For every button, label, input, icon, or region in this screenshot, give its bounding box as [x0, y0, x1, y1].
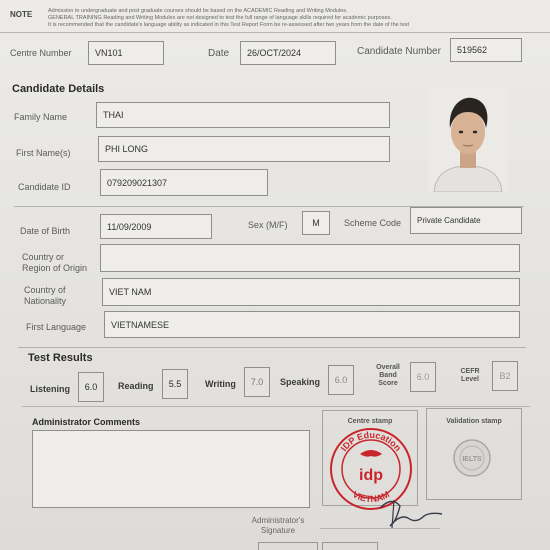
first-names-field: PHI LONG	[98, 136, 390, 162]
scheme-code-field: Private Candidate	[410, 207, 522, 234]
nationality-field: VIET NAM	[102, 278, 520, 306]
sex-label: Sex (M/F)	[248, 220, 288, 230]
validation-seal-text: IELTS	[462, 456, 482, 463]
cefr-level-score: B2	[492, 361, 518, 391]
note-line-3: It is recommended that the candidate's language ability as indicated in this Test Report Form be re-assessed after two years from the date of the test	[48, 22, 410, 28]
bottom-field	[258, 542, 318, 550]
family-name-label: Family Name	[14, 112, 68, 122]
candidate-photo	[428, 88, 508, 192]
note-line-2: GENERAL TRAINING Reading and Writing Modules are not designed to test the full range of language skills required for academic purposes.	[48, 15, 392, 21]
validation-seal	[450, 436, 494, 480]
writing-label: Writing	[205, 379, 236, 389]
divider	[18, 347, 526, 348]
cefr-level-label	[452, 368, 488, 384]
candidate-number-field: 519562	[450, 38, 522, 62]
overall-label-line-3: Score	[378, 380, 398, 387]
nationality-label-line-2: Nationality	[24, 296, 67, 306]
region-origin-field	[100, 244, 520, 272]
speaking-label: Speaking	[280, 377, 321, 387]
signature-line	[320, 528, 440, 529]
candidate-id-label: Candidate ID	[18, 182, 71, 192]
dob-field: 11/09/2009	[100, 214, 212, 239]
speaking-score: 6.0	[328, 365, 354, 395]
listening-label: Listening	[30, 384, 70, 394]
validation-stamp-label: Validation stamp	[446, 418, 502, 425]
note-text	[48, 8, 409, 29]
administrator-comments-label: Administrator Comments	[32, 417, 141, 427]
centre-number-label: Centre Number	[10, 48, 72, 58]
admin-signature-label-line-2: Signature	[260, 526, 296, 535]
candidate-details-title: Candidate Details	[12, 83, 105, 95]
scheme-code-label: Scheme Code	[344, 218, 402, 228]
bottom-field	[322, 542, 378, 550]
stamp-top-text: IDP Education	[338, 429, 404, 454]
overall-label-line-1: Overall	[376, 364, 400, 371]
region-origin-label-line-1: Country or	[22, 252, 65, 262]
candidate-id-field: 079209021307	[100, 169, 268, 196]
reading-score: 5.5	[162, 369, 188, 399]
cefr-label-line-1: CEFR	[460, 368, 480, 375]
sex-field: M	[302, 211, 330, 235]
reading-label: Reading	[118, 381, 154, 391]
first-names-label: First Name(s)	[16, 148, 71, 158]
stamp-bottom-text: VIETNAM	[350, 489, 392, 505]
cefr-label-line-2: Level	[461, 376, 479, 383]
writing-score: 7.0	[244, 367, 270, 397]
note-line-1: Admission to undergraduate and post graduate courses should be based on the ACADEMIC Reading and Writing Modules.	[48, 8, 348, 14]
note-title: NOTE	[10, 10, 33, 19]
listening-score: 6.0	[78, 372, 104, 402]
centre-stamp-label: Centre stamp	[347, 418, 393, 425]
date-field: 26/OCT/2024	[240, 41, 336, 65]
region-origin-label	[22, 252, 87, 274]
family-name-field: THAI	[96, 102, 390, 128]
administrator-comments-box	[32, 430, 310, 508]
admin-signature-label	[238, 516, 318, 536]
first-language-label: First Language	[26, 322, 87, 332]
admin-signature-label-line-1: Administrator's	[251, 516, 305, 525]
nationality-label	[24, 285, 66, 307]
nationality-label-line-1: Country of	[24, 285, 66, 295]
divider	[22, 406, 530, 407]
divider	[0, 32, 550, 33]
date-label: Date	[208, 48, 230, 59]
test-results-title: Test Results	[28, 352, 93, 364]
region-origin-label-line-2: Region of Origin	[22, 263, 88, 273]
overall-band-label	[368, 364, 408, 388]
stamp-brand: idp	[359, 467, 383, 484]
first-language-field: VIETNAMESE	[104, 311, 520, 338]
dob-label: Date of Birth	[20, 226, 71, 236]
candidate-number-label: Candidate Number	[357, 46, 441, 57]
overall-label-line-2: Band	[379, 372, 397, 379]
overall-band-score: 6.0	[410, 362, 436, 392]
centre-number-field: VN101	[88, 41, 164, 65]
